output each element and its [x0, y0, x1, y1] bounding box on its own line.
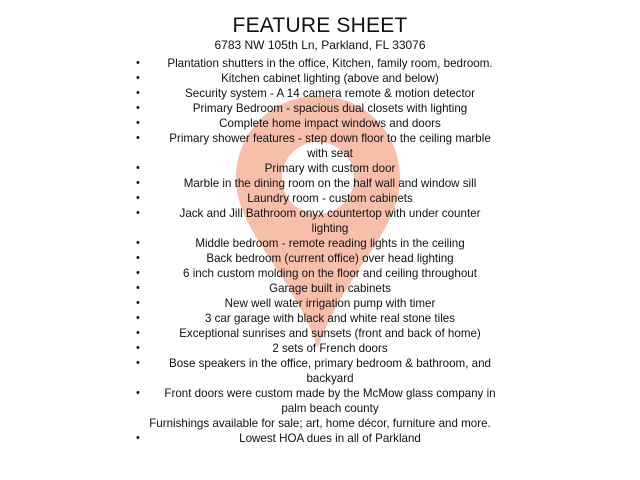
- feature-text: Primary shower features - step down floor to the ceiling marble: [169, 132, 491, 145]
- bullet-icon: •: [136, 312, 140, 324]
- feature-text: 3 car garage with black and white real stone tiles: [204, 312, 456, 325]
- property-address: 6783 NW 105th Ln, Parkland, FL 33076: [214, 38, 426, 52]
- bullet-icon: •: [136, 132, 140, 144]
- feature-item: [136, 56, 510, 71]
- feature-text: Exceptional sunrises and sunsets (front and back of home): [179, 327, 481, 340]
- feature-text: Primary Bedroom - spacious dual closets with lighting: [192, 102, 468, 115]
- feature-text: Back bedroom (current office) over head lighting: [206, 252, 454, 265]
- feature-item: [136, 191, 510, 206]
- feature-text: backyard: [306, 372, 354, 385]
- bullet-icon: •: [136, 327, 140, 339]
- feature-item: [136, 326, 510, 341]
- bullet-icon: •: [136, 207, 140, 219]
- feature-text: Bose speakers in the office, primary bedroom & bathroom, and: [168, 357, 491, 370]
- feature-text: Lowest HOA dues in all of Parkland: [239, 432, 421, 445]
- feature-text: Complete home impact windows and doors: [219, 117, 441, 130]
- bullet-icon: •: [136, 282, 140, 294]
- feature-item: [136, 161, 510, 176]
- feature-item: [136, 116, 510, 131]
- feature-item: [136, 101, 510, 116]
- feature-item: [136, 431, 510, 446]
- bullet-icon: •: [136, 162, 140, 174]
- bullet-icon: •: [136, 177, 140, 189]
- feature-text: Laundry room - custom cabinets: [247, 192, 413, 205]
- feature-item: [136, 251, 510, 266]
- feature-item: [136, 71, 510, 86]
- feature-text: Kitchen cabinet lighting (above and below): [221, 72, 439, 85]
- bullet-icon: •: [136, 432, 140, 444]
- feature-text: New well water irrigation pump with timer: [224, 297, 436, 310]
- feature-item: [136, 386, 510, 416]
- feature-text: 6 inch custom molding on the floor and ceiling throughout: [183, 267, 477, 280]
- page-title: FEATURE SHEET: [232, 14, 408, 37]
- bullet-icon: •: [136, 297, 140, 309]
- bullet-icon: •: [136, 267, 140, 279]
- feature-text: Marble in the dining room on the half wall and window sill: [183, 177, 477, 190]
- feature-text: 2 sets of French doors: [272, 342, 388, 355]
- feature-item: [136, 311, 510, 326]
- feature-text: palm beach county: [281, 402, 379, 415]
- bullet-icon: •: [136, 192, 140, 204]
- bullet-icon: •: [136, 72, 140, 84]
- feature-item: [136, 176, 510, 191]
- feature-item: [136, 281, 510, 296]
- feature-item: [136, 236, 510, 251]
- feature-item: [136, 341, 510, 356]
- feature-text: Front doors were custom made by the McMow glass company in: [164, 387, 496, 400]
- bullet-icon: •: [136, 357, 140, 369]
- bullet-icon: •: [136, 237, 140, 249]
- feature-text: Middle bedroom - remote reading lights in the ceiling: [195, 237, 465, 250]
- bullet-icon: •: [136, 117, 140, 129]
- bullet-icon: •: [136, 102, 140, 114]
- bullet-icon: •: [136, 252, 140, 264]
- feature-text: Plantation shutters in the office, Kitchen, family room, bedroom.: [167, 57, 493, 70]
- feature-list: [136, 56, 510, 446]
- feature-text: Furnishings available for sale; art, home décor, furniture and more.: [149, 417, 491, 430]
- feature-text: Garage built in cabinets: [269, 282, 391, 295]
- feature-item: [130, 416, 510, 431]
- feature-item: [136, 266, 510, 281]
- feature-text: lighting: [311, 222, 349, 235]
- bullet-icon: •: [136, 387, 140, 399]
- feature-item: [136, 86, 510, 101]
- bullet-icon: •: [136, 87, 140, 99]
- feature-item: [136, 296, 510, 311]
- feature-text: Jack and Jill Bathroom onyx countertop with under counter: [179, 207, 481, 220]
- feature-text: Primary with custom door: [264, 162, 396, 175]
- bullet-icon: •: [136, 57, 140, 69]
- feature-text: Security system - A 14 camera remote & motion detector: [185, 87, 475, 100]
- feature-text: with seat: [307, 147, 353, 160]
- feature-item: [136, 356, 510, 386]
- bullet-icon: •: [136, 342, 140, 354]
- feature-item: [136, 206, 510, 236]
- feature-item: [136, 131, 510, 161]
